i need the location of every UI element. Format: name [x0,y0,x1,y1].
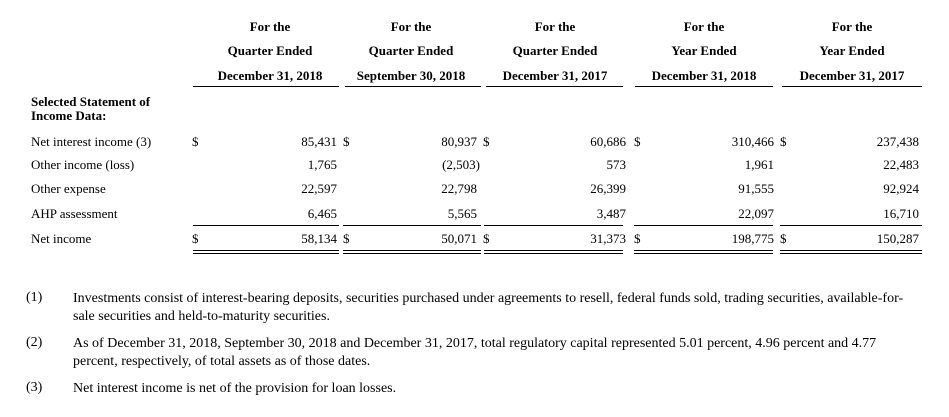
total-double-rule [634,253,773,254]
total-double-rule [780,250,922,251]
currency-symbol: $ [780,134,787,149]
cell-value: 92,924 [883,181,919,196]
header-underline [635,86,773,87]
column-header-line2: Year Ended [819,43,885,58]
cell-value: 237,438 [876,134,919,149]
footnote-text: Net interest income is net of the provision for loan losses. [73,381,397,396]
column-header-line3: September 30, 2018 [356,68,466,83]
column-header-line1: For the [534,19,576,34]
cell-value: 5,565 [447,206,477,221]
footnote-marker: (1) [26,290,43,305]
column-header-line2: Year Ended [671,43,737,58]
total-double-rule [484,253,623,254]
currency-symbol: $ [634,134,641,149]
currency-symbol: $ [483,231,490,246]
footnote-marker: (2) [26,335,43,350]
column-header-line3: December 31, 2017 [799,68,905,83]
cell-value: 80,937 [441,134,477,149]
footnote-marker: (3) [26,380,43,395]
total-double-rule [634,250,773,251]
subtotal-rule [634,225,773,226]
row-label: Other income (loss) [31,157,135,172]
currency-symbol: $ [192,231,199,246]
cell-value: 58,134 [301,231,337,246]
currency-symbol: $ [634,231,641,246]
column-header-line3: December 31, 2018 [217,68,323,83]
footnote-text: Investments consist of interest-bearing deposits, securities purchased under agreements to resell, federal funds sold, trading securities, available-for-sale securities and held-to-maturity securities. [73,291,904,324]
header-underline [782,86,922,87]
header-underline [486,86,623,87]
column-header-line1: For the [390,19,432,34]
cell-value: 26,399 [590,181,626,196]
total-double-rule [780,253,922,254]
column-header-line3: December 31, 2018 [651,68,757,83]
total-double-rule [193,250,339,251]
cell-value: 22,483 [883,157,919,172]
total-double-rule [343,253,481,254]
cell-value: 198,775 [731,231,774,246]
cell-value: 573 [606,157,626,172]
currency-symbol: $ [343,231,350,246]
cell-value: 6,465 [307,206,337,221]
subtotal-rule [484,225,623,226]
cell-value: 22,597 [301,181,337,196]
column-header-line1: For the [249,19,291,34]
row-label: Other expense [31,181,106,196]
row-label: Net interest income (3) [31,134,152,149]
header-underline [193,86,339,87]
row-label: AHP assessment [31,206,118,221]
cell-value: 85,431 [301,134,337,149]
cell-value: 22,798 [441,181,477,196]
cell-value: (2,503) [442,157,480,172]
subtotal-rule [343,225,481,226]
cell-value: 1,765 [307,157,337,172]
section-title: Selected Statement of Income Data: [31,94,151,123]
column-header-line3: December 31, 2017 [502,68,608,83]
currency-symbol: $ [780,231,787,246]
cell-value: 22,097 [738,206,774,221]
total-double-rule [484,250,623,251]
cell-value: 16,710 [883,206,919,221]
cell-value: 91,555 [738,181,774,196]
row-label: Net income [31,231,92,246]
column-header-line2: Quarter Ended [368,43,454,58]
column-header-line1: For the [683,19,725,34]
header-underline [345,86,481,87]
subtotal-rule [780,225,922,226]
footnote-text: As of December 31, 2018, September 30, 2018 and December 31, 2017, total regulatory capital represented 5.01 percent, 4.96 percent and 4.77 percent, respectively, of total assets as of those dates. [73,336,877,369]
cell-value: 150,287 [876,231,919,246]
cell-value: 310,466 [731,134,774,149]
column-header-line1: For the [831,19,873,34]
cell-value: 3,487 [596,206,626,221]
total-double-rule [343,250,481,251]
cell-value: 50,071 [441,231,477,246]
cell-value: 1,961 [744,157,774,172]
cell-value: 60,686 [590,134,626,149]
currency-symbol: $ [343,134,350,149]
currency-symbol: $ [483,134,490,149]
column-header-line2: Quarter Ended [512,43,598,58]
cell-value: 31,373 [590,231,626,246]
currency-symbol: $ [192,134,199,149]
total-double-rule [193,253,339,254]
column-header-line2: Quarter Ended [227,43,313,58]
subtotal-rule [193,225,339,226]
